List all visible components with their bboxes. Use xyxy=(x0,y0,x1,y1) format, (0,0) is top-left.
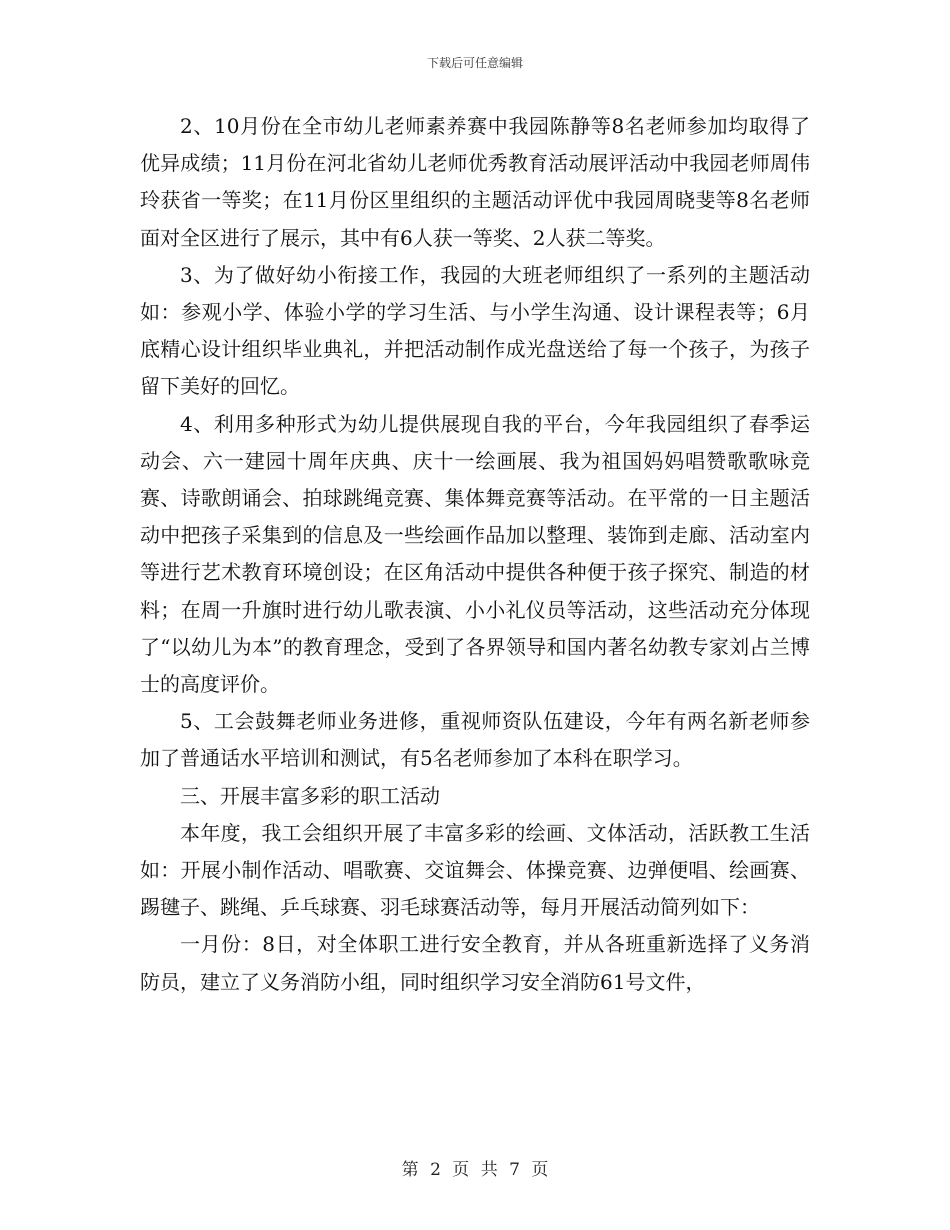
paragraph-item-4: 4、利用多种形式为幼儿提供展现自我的平台，今年我园组织了春季运动会、六一建园十周年庆典、庆十一绘画展、我为祖国妈妈唱赞歌歌咏竞赛、诗歌朗诵会、拍球跳绳竞赛、集体舞竞赛等活动。在平常的一日主题活动中把孩子采集到的信息及一些绘画作品加以整理、装饰到走廊、活动室内等进行艺术教育环境创设；在区角活动中提供各种便于孩子探究、制造的材料；在周一升旗时进行幼儿歌表演、小小礼仪员等活动，这些活动充分体现了“以幼儿为本”的教育理念，受到了各界领导和国内著名幼教专家刘占兰博士的高度评价。 xyxy=(140,411,810,697)
section-heading-3: 三、开展丰富多彩的职工活动 xyxy=(180,783,440,808)
paragraph-item-3: 3、为了做好幼小衔接工作，我园的大班老师组织了一系列的主题活动如：参观小学、体验小学的学习生活、与小学生沟通、设计课程表等；6月底精心设计组织毕业典礼，并把活动制作成光盘送给了每一个孩子，为孩子留下美好的回忆。 xyxy=(140,262,810,399)
document-body xyxy=(140,108,810,1001)
paragraph-annual-activities: 本年度，我工会组织开展了丰富多彩的绘画、文体活动，活跃教工生活如：开展小制作活动、唱歌赛、交谊舞会、体操竞赛、边弹便唱、绘画赛、踢毽子、跳绳、乒乓球赛、羽毛球赛活动等，每月开展活动简列如下： xyxy=(140,820,810,920)
page-header: 下载后可任意编辑 xyxy=(426,56,523,70)
paragraph-item-2: 2、10月份在全市幼儿老师素养赛中我园陈静等8名老师参加均取得了优异成绩；11月份在河北省幼儿老师优秀教育活动展评活动中我园老师周伟玲获省一等奖；在11月份区里组织的主题活动评优中我园周晓斐等8名老师面对全区进行了展示，其中有6人获一等奖、2人获二等奖。 xyxy=(140,114,810,250)
page-number: 第 2 页 共 7 页 xyxy=(401,1160,549,1180)
paragraph-january: 一月份：8日，对全体职工进行安全教育，并从各班重新选择了义务消防员，建立了义务消防小组，同时组织学习安全消防61号文件， xyxy=(140,932,810,994)
paragraph-item-5: 5、工会鼓舞老师业务进修，重视师资队伍建设，今年有两名新老师参加了普通话水平培训和测试，有5名老师参加了本科在职学习。 xyxy=(140,709,810,771)
